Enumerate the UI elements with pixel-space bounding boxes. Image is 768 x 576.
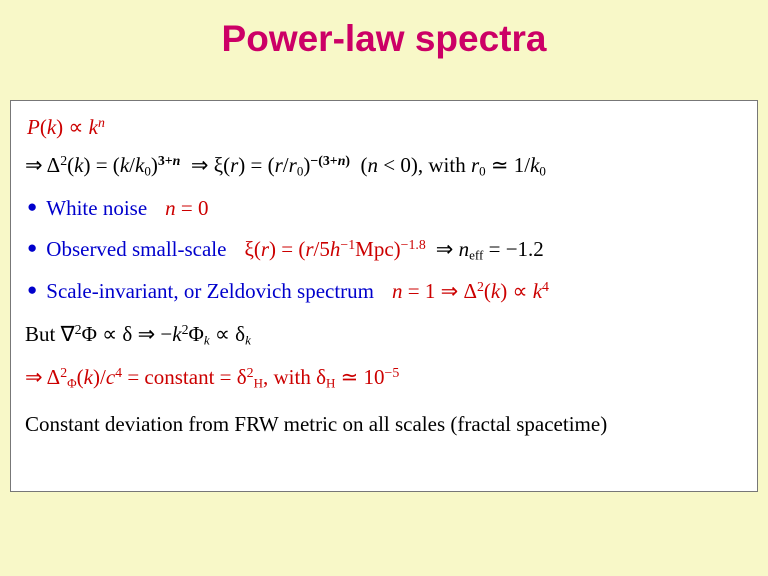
equation-delta-relation: ⇒ $\Delta^2(k) = (k/k_0)^{3+n}$ ⇒ $\xi(r) = (r/r_0)^{-(3+n)}$ (n < 0), with $r_0$ ≃ $1/k_0$ <box>25 153 546 179</box>
bullet-observed-value: $\xi(r) = (r/5h^{-1}Mpc)^{-1.8}$ <box>244 236 426 261</box>
bullet-observed-label: Observed small-scale <box>46 236 227 261</box>
bullet-observed-result: ⇒ $n_{eff} = -1.2$ <box>435 236 544 263</box>
equation-power-law: $P(k) \propto k^n$ <box>27 115 105 139</box>
bullet-scale-invariant-label: Scale-invariant, or Zeldovich spectrum <box>46 279 374 304</box>
equation-phi-constant: ⇒ $\Delta^2_\Phi(k)/c^4$ = constant = $\delta^2_H$, with $\delta_H$ ≃ $10^{-5}$ <box>25 364 400 391</box>
bullet-dot-icon: ● <box>27 196 38 216</box>
equation-poisson: But ∇$^2$Φ ∝ δ ⇒ $-k^2\Phi_k \propto \delta_k$ <box>25 322 251 349</box>
bullet-white-noise-value: n = 0 <box>165 195 209 220</box>
bullet-white-noise <box>27 196 749 221</box>
bullet-scale-invariant-value: n = 1 ⇒ $\Delta^2(k) \propto k^4$ <box>392 279 549 304</box>
page-title: Power-law spectra <box>221 18 547 59</box>
closing-statement: Constant deviation from FRW metric on all scales (fractal spacetime) <box>25 411 608 436</box>
bullet-observed-small-scale <box>27 237 749 264</box>
bullet-dot-icon: ● <box>27 280 38 300</box>
equation-panel <box>10 100 758 492</box>
bullet-dot-icon: ● <box>27 237 38 257</box>
bullet-scale-invariant <box>27 279 749 304</box>
bullet-white-noise-label: White noise <box>46 195 148 220</box>
